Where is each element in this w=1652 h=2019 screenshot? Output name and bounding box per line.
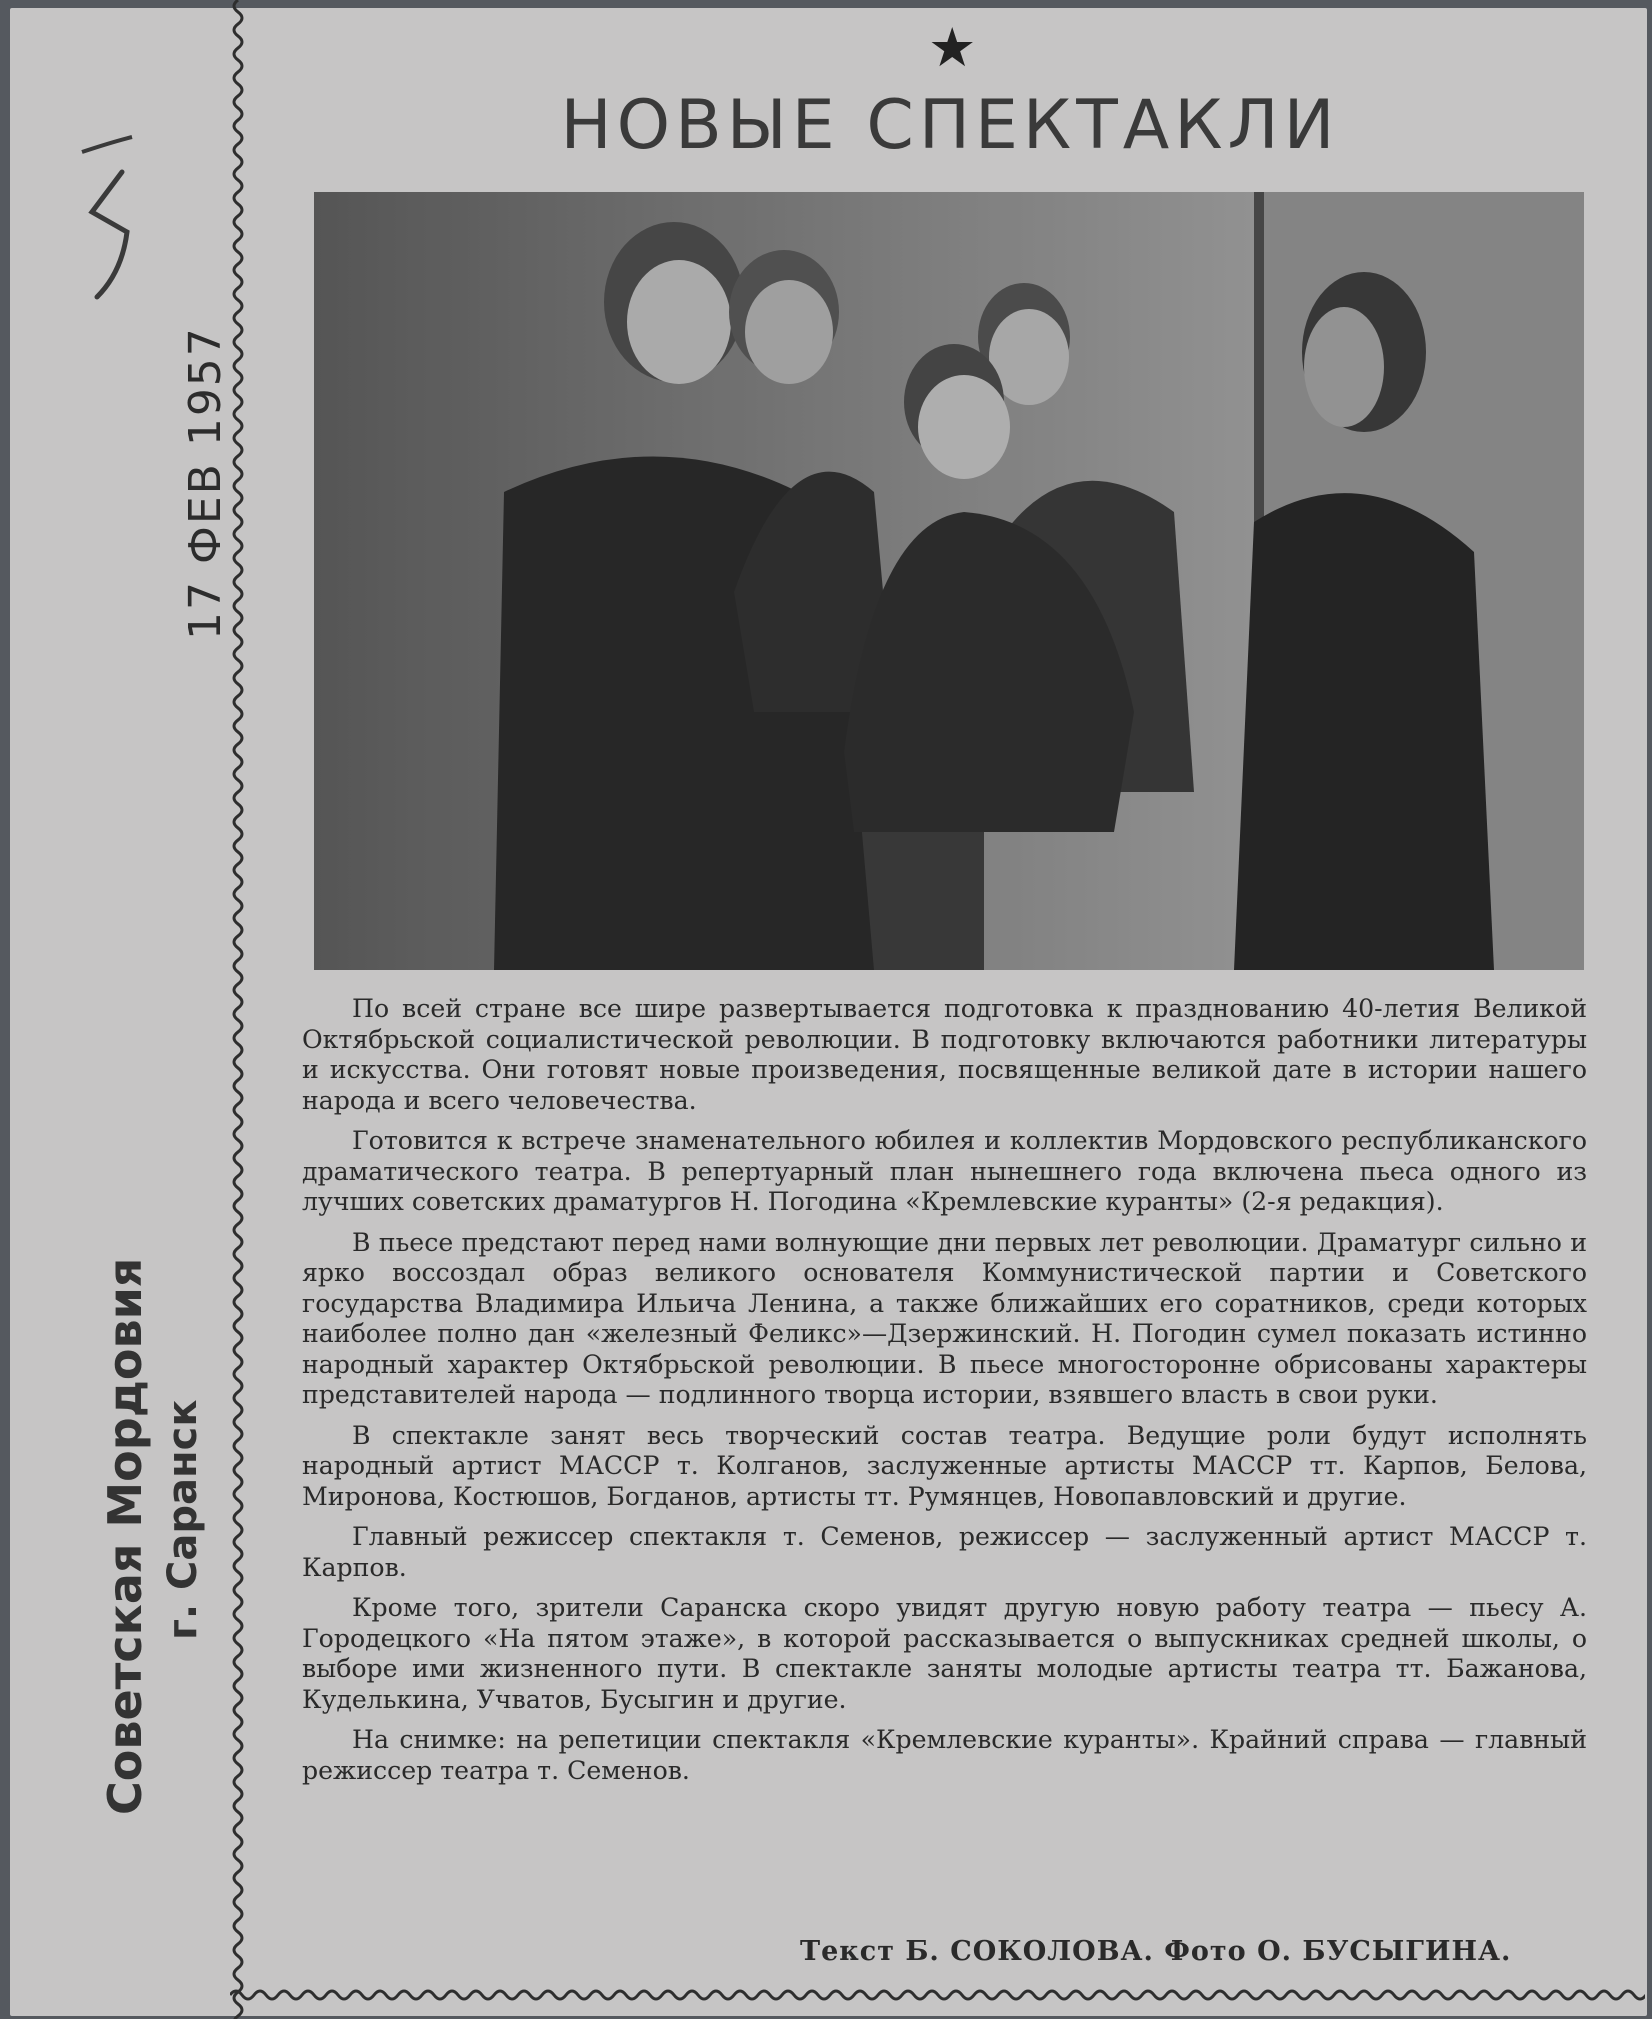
article-paragraph: Главный режиссер спектакля т. Семенов, режиссер — заслуженный артист МАССР т. Карпов.	[302, 1522, 1587, 1582]
photo-caption: На снимке: на репетиции спектакля «Кремлевские куранты». Крайний справа — главный режиссер театра т. Семенов.	[302, 1725, 1587, 1785]
newspaper-name: Советская Мордовия	[98, 1257, 152, 1815]
rehearsal-photo	[314, 192, 1584, 970]
date-stamp: 17 ФЕВ 1957	[180, 326, 231, 640]
handwritten-mark	[72, 132, 142, 312]
article-paragraph: Кроме того, зрители Саранска скоро увидят другую новую работу театра — пьесу А. Городецкого «На пятом этаже», в которой рассказывается о выпускниках средней школы, о выборе ими жизненного пути. В спектакле заняты молодые артисты театра тт. Бажанова, Куделькина, Учватов, Бусыгин и другие.	[302, 1593, 1587, 1714]
star-icon: ★	[928, 16, 977, 79]
article-credits: Текст Б. СОКОЛОВА. Фото О. БУСЫГИНА.	[800, 1936, 1512, 1967]
article-body	[302, 994, 1587, 1796]
article-paragraph: По всей стране все шире развертывается подготовка к празднованию 40-летия Великой Октябрьской социалистической революции. В подготовку включаются работники литературы и искусства. Они готовят новые произведения, посвященные великой дате в истории нашего народа и всего человечества.	[302, 994, 1587, 1115]
article-paragraph: Готовится к встрече знаменательного юбилея и коллектив Мордовского республиканского драматического театра. В репертуарный план нынешнего года включена пьеса одного из лучших советских драматургов Н. Погодина «Кремлевские куранты» (2-я редакция).	[302, 1126, 1587, 1216]
page-title: НОВЫЕ СПЕКТАКЛИ	[560, 86, 1340, 165]
article-paragraph: В спектакле занят весь творческий состав театра. Ведущие роли будут исполнять народный артист МАССР т. Колганов, заслуженные артисты МАССР тт. Карпов, Белова, Миронова, Костюшов, Богданов, артисты тт. Румянцев, Новопавловский и другие.	[302, 1420, 1587, 1511]
clipping-edge-bottom	[230, 1985, 1645, 2005]
article-paragraph: В пьесе предстают перед нами волнующие дни первых лет революции. Драматург сильно и ярко воссоздал образ великого основателя Коммунистической партии и Советского государства Владимира Ильича Ленина, а также ближайших его соратников, среди которых наиболее полно дан «железный Феликс»—Дзержинский. Н. Погодин сумел показать истинно народный характер Октябрьской революции. В пьесе многосторонне обрисованы характеры представителей народа — подлинного творца истории, взявшего власть в свои руки.	[302, 1227, 1587, 1409]
newspaper-city: г. Саранск	[160, 1399, 206, 1640]
